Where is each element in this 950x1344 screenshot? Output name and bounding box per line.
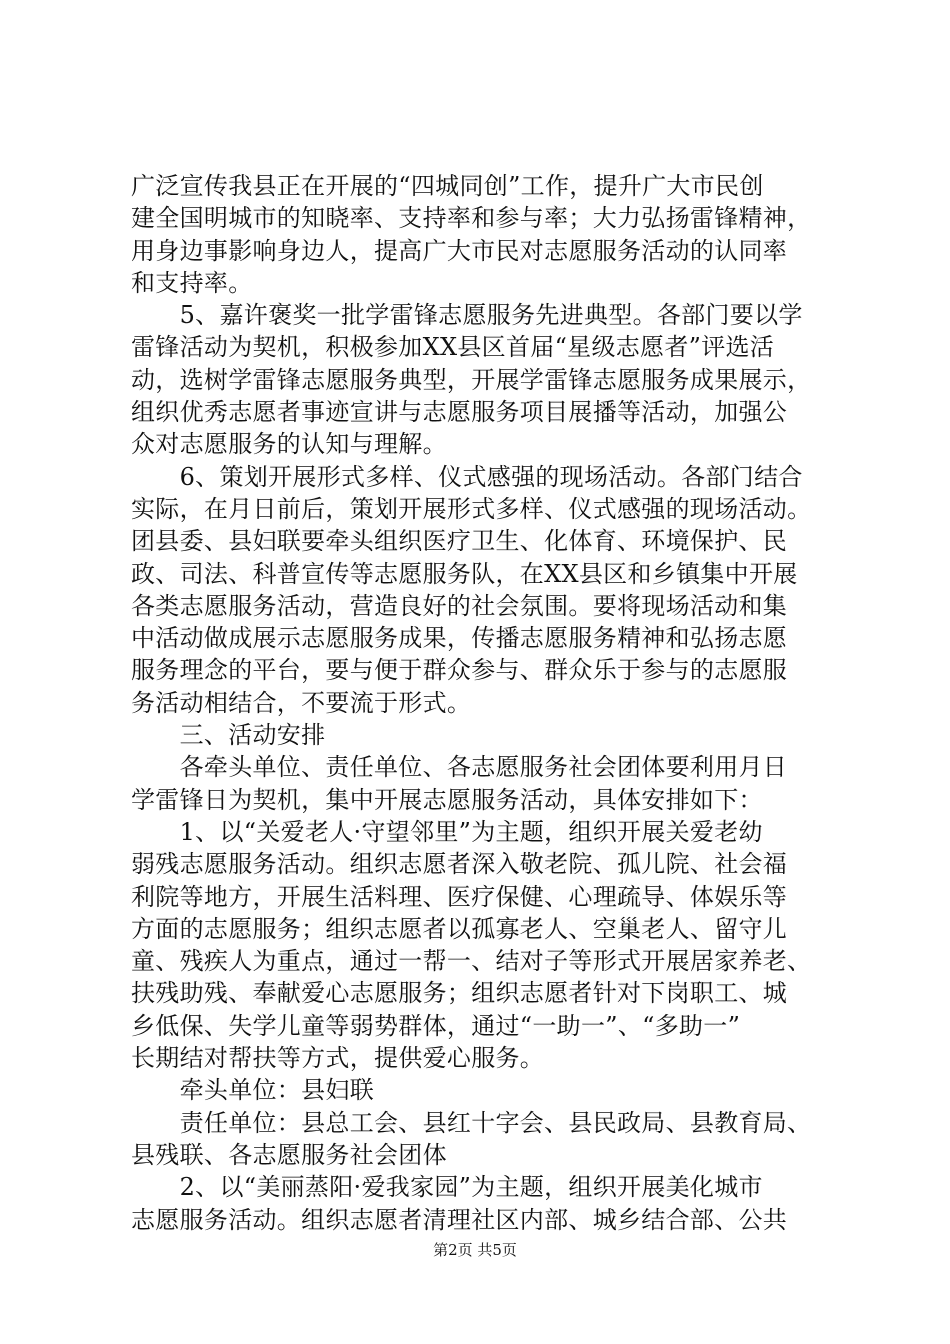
text-line: 学雷锋日为契机，集中开展志愿服务活动，具体安排如下： xyxy=(131,785,763,814)
text-line: 各牵头单位、责任单位、各志愿服务社会团体要利用月日 xyxy=(131,753,788,782)
text-line: 广泛宣传我县正在开展的“四城同创”工作，提升广大市民创 xyxy=(131,172,764,200)
text-line: 政、司法、科普宣传等志愿服务队，在XX县区和乡镇集中开展 xyxy=(131,559,798,588)
text-line: 扶残助残、奉献爱心志愿服务；组织志愿者针对下岗职工、城 xyxy=(131,979,788,1008)
responsible-units-line: 责任单位：县总工会、县红十字会、县民政局、县教育局、 xyxy=(131,1108,812,1137)
text-line: 实际，在月日前后，策划开展形式多样、仪式感强的现场活动。 xyxy=(131,494,812,523)
text-line: 志愿服务活动。组织志愿者清理社区内部、城乡结合部、公共 xyxy=(131,1205,788,1234)
text-line: 弱残志愿服务活动。组织志愿者深入敬老院、孤儿院、社会福 xyxy=(131,850,788,879)
text-line: 组织优秀志愿者事迹宣讲与志愿服务项目展播等活动，加强公 xyxy=(131,398,788,427)
text-line: 1、以“关爱老人·守望邻里”为主题，组织开展关爱老幼 xyxy=(131,817,763,846)
document-body xyxy=(131,170,831,1236)
text-line: 众对志愿服务的认知与理解。 xyxy=(131,430,447,459)
text-line: 各类志愿服务活动，营造良好的社会氛围。要将现场活动和集 xyxy=(131,591,788,620)
text-line: 雷锋活动为契机，积极参加XX县区首届“星级志愿者”评选活 xyxy=(131,333,775,362)
page-number: 第2页 共5页 xyxy=(433,1241,517,1259)
text-line: 方面的志愿服务；组织志愿者以孤寡老人、空巢老人、留守儿 xyxy=(131,914,788,943)
text-line: 5、嘉许褒奖一批学雷锋志愿服务先进典型。各部门要以学 xyxy=(131,301,803,330)
text-line: 利院等地方，开展生活料理、医疗保健、心理疏导、体娱乐等 xyxy=(131,882,788,911)
text-line: 2、以“美丽蒸阳·爱我家园”为主题，组织开展美化城市 xyxy=(131,1173,763,1202)
text-line: 动，选树学雷锋志愿服务典型，开展学雷锋志愿服务成果展示， xyxy=(131,365,812,394)
text-line: 中活动做成展示志愿服务成果，传播志愿服务精神和弘扬志愿 xyxy=(131,624,788,653)
text-line: 务活动相结合，不要流于形式。 xyxy=(131,688,472,717)
lead-unit-line: 牵头单位：县妇联 xyxy=(131,1076,374,1105)
text-line: 县残联、各志愿服务社会团体 xyxy=(131,1140,447,1169)
text-line: 和支持率。 xyxy=(131,268,253,297)
text-line: 乡低保、失学儿童等弱势群体，通过“一助一”、“多助一” xyxy=(131,1011,741,1040)
text-line: 团县委、县妇联要牵头组织医疗卫生、化体育、环境保护、民 xyxy=(131,527,788,556)
section-heading: 三、活动安排 xyxy=(131,721,326,750)
text-line: 长期结对帮扶等方式，提供爱心服务。 xyxy=(131,1044,545,1073)
text-line: 用身边事影响身边人，提高广大市民对志愿服务活动的认同率 xyxy=(131,236,788,265)
text-line: 服务理念的平台，要与便于群众参与、群众乐于参与的志愿服 xyxy=(131,656,788,685)
page-footer xyxy=(0,1240,950,1260)
text-line: 6、策划开展形式多样、仪式感强的现场活动。各部门结合 xyxy=(131,462,803,491)
text-line: 童、残疾人为重点，通过一帮一、结对子等形式开展居家养老、 xyxy=(131,947,812,976)
text-line: 建全国明城市的知晓率、支持率和参与率；大力弘扬雷锋精神， xyxy=(131,204,812,233)
